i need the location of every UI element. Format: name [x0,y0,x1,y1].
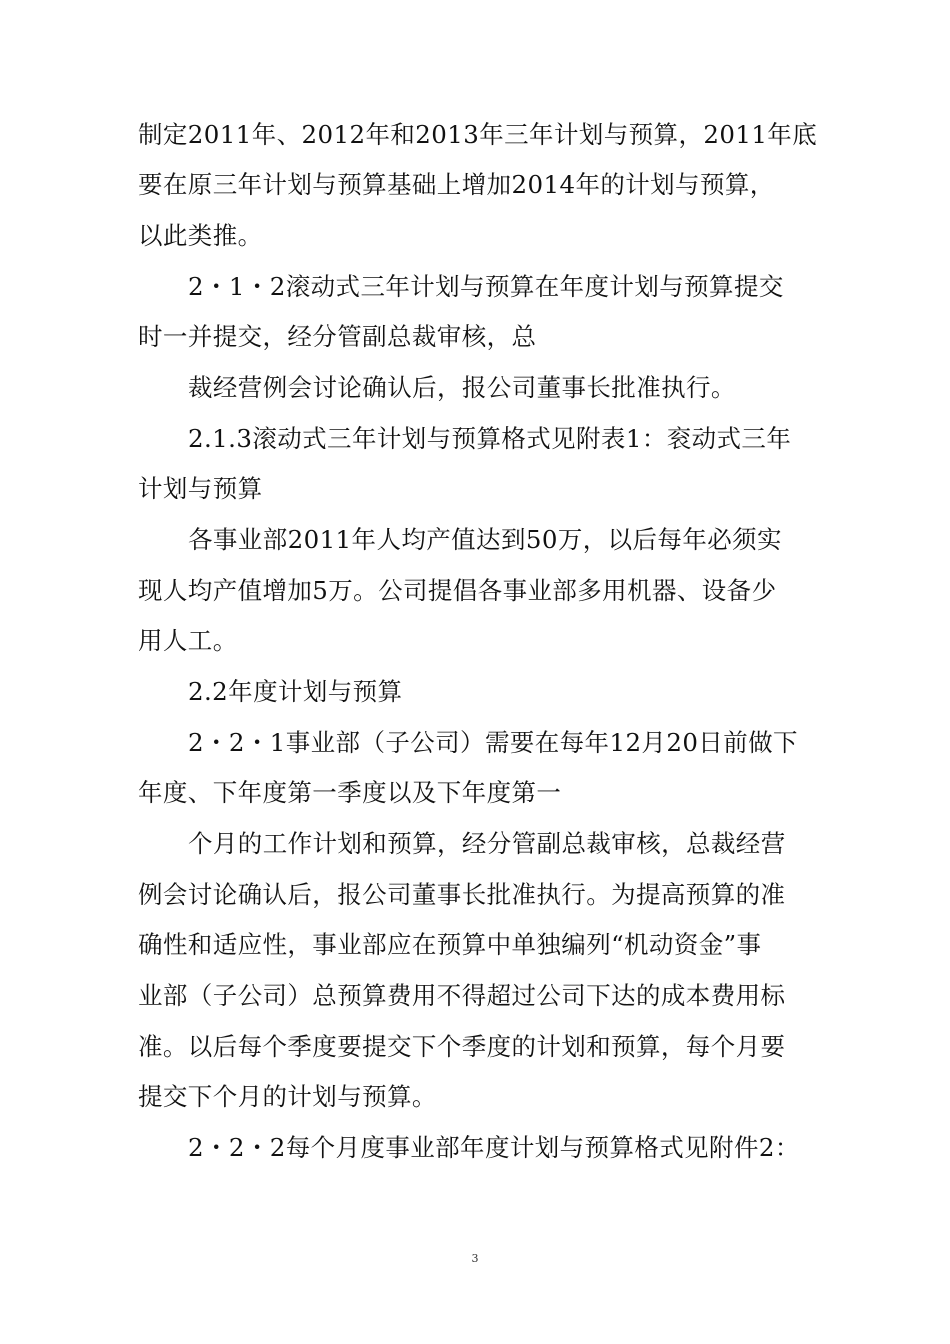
text-line: 现人均产值增加5万。公司提倡各事业部多用机器、设备少 [138,576,777,605]
text-line: 制定2011年、2012年和2013年三年计划与预算，2011年底 [138,120,818,149]
text-line: 准。以后每个季度要提交下个季度的计划和预算，每个月要 [138,1032,786,1061]
text-line: 以此类推。 [138,221,263,250]
text-line: 时一并提交，经分管副总裁审核，总 [138,322,537,351]
text-line: 用人工。 [138,626,238,655]
section-heading-2-1-3: 2.1.3滚动式三年计划与预算格式见附表1：衮动式三年 [188,424,792,453]
text-line: 各事业部2011年人均产值达到50万，以后每年必须实 [188,525,782,554]
text-line: 要在原三年计划与预算基础上增加2014年的计划与预算， [138,170,775,199]
text-line: 计划与预算 [138,474,263,503]
section-heading-2-1-2: 2・1・2滚动式三年计划与预算在年度计划与预算提交 [188,272,784,301]
text-line: 例会讨论确认后，报公司董事长批准执行。为提高预算的准 [138,880,786,909]
text-line: 确性和适应性，事业部应在预算中单独编列“机动资金”事 [138,930,762,959]
page-number: 3 [471,1252,479,1265]
text-line: 业部（子公司）总预算费用不得超过公司下达的成本费用标 [138,981,786,1010]
section-heading-2-2-2: 2・2・2每个月度事业部年度计划与预算格式见附件2： [188,1133,800,1162]
section-heading-2-2-1: 2・2・1事业部（子公司）需要在每年12月20日前做下 [188,728,798,757]
text-line: 裁经营例会讨论确认后，报公司董事长批准执行。 [188,373,736,402]
text-line: 提交下个月的计划与预算。 [138,1082,437,1111]
section-heading-2-2: 2.2年度计划与预算 [188,677,403,706]
text-line: 个月的工作计划和预算，经分管副总裁审核，总裁经营 [188,829,786,858]
text-line: 年度、下年度第一季度以及下年度第一 [138,778,562,807]
